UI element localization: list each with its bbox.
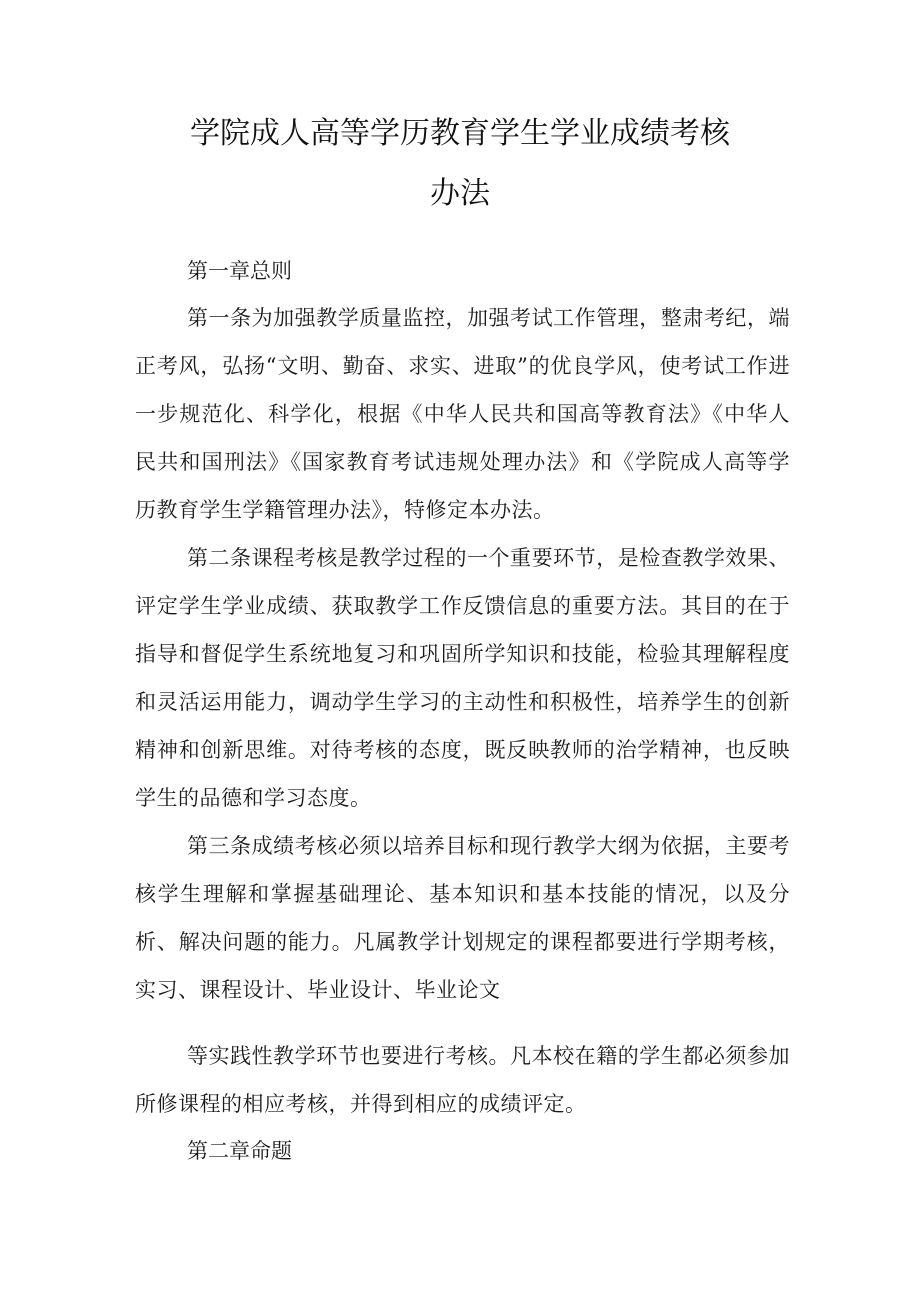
article-3-paragraph: 第三条成绩考核必须以培养目标和现行教学大纲为依据，主要考核学生理解和掌握基础理论、基本知识和基本技能的情况，以及分析、解决问题的能力。凡属教学计划规定的课程都要进行学期考核，实习、课程设计、毕业设计、毕业论文 <box>135 834 790 1002</box>
document-title-line-2: 办法 <box>430 176 490 211</box>
document-title-line-1: 学院成人高等学历教育学生学业成绩考核 <box>190 116 730 151</box>
article-2-paragraph: 第二条课程考核是教学过程的一个重要环节，是检查教学效果、评定学生学业成绩、获取教学工作反馈信息的重要方法。其目的在于指导和督促学生系统地复习和巩固所学知识和技能，检验其理解程度和灵活运用能力，调动学生学习的主动性和积极性，培养学生的创新精神和创新思维。对待考核的态度，既反映教师的治学精神，也反映学生的品德和学习态度。 <box>135 546 790 810</box>
chapter-2-heading: 第二章命题 <box>187 1139 292 1163</box>
chapter-1-heading: 第一章总则 <box>187 259 292 283</box>
article-3-continuation-paragraph: 等实践性教学环节也要进行考核。凡本校在籍的学生都必须参加所修课程的相应考核，并得到相应的成绩评定。 <box>135 1044 790 1116</box>
article-1-paragraph: 第一条为加强教学质量监控，加强考试工作管理，整肃考纪，端正考风，弘扬“文明、勤奋、求实、进取”的优良学风，使考试工作进一步规范化、科学化，根据《中华人民共和国高等教育法》《中华人民共和国刑法》《国家教育考试违规处理办法》和《学院成人高等学历教育学生学籍管理办法》，特修定本办法。 <box>135 306 790 522</box>
